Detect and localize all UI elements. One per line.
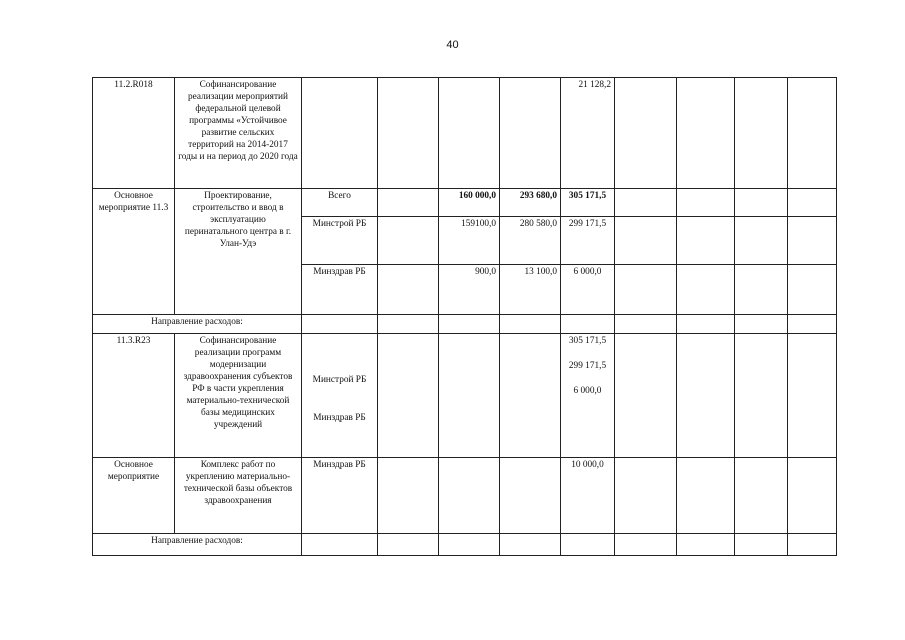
- table-row: [93, 78, 837, 189]
- row-name: Комплекс работ по укреплению материально-технической базы объектов здравоохранения: [175, 458, 302, 534]
- row-name: Софинансирование реализации мероприятий федеральной целевой программы «Устойчивое развитие сельских территорий на 2014-2017 годы и на период до 2020 года: [175, 78, 302, 189]
- value-line: 305 171,5: [568, 336, 607, 346]
- table-row: [93, 534, 837, 556]
- source-cell: Всего: [302, 189, 378, 217]
- value-cell: 10 000,0: [561, 458, 615, 534]
- value-cell: 280 580,0: [500, 217, 561, 265]
- budget-table: [92, 77, 837, 556]
- value-cell: 900,0: [439, 265, 500, 315]
- page-number: 40: [446, 39, 459, 51]
- table-row: [93, 334, 837, 458]
- source-line: Минстрой РБ: [312, 375, 367, 385]
- section-label: Направление расходов:: [93, 315, 302, 334]
- source-line: Минздрав РБ: [313, 413, 366, 423]
- value-line: 299 171,5: [568, 361, 607, 371]
- row-name: Проектирование, строительство и ввод в эксплуатацию перинатального центра в г. Улан-Удэ: [175, 189, 302, 315]
- value-cell: 6 000,0: [561, 265, 615, 315]
- source-cell: Минздрав РБ: [302, 265, 378, 315]
- source-cell: Минстрой РБ: [302, 217, 378, 265]
- value-cell: 160 000,0: [439, 189, 500, 217]
- value-line: 6 000,0: [573, 386, 602, 396]
- value-cell: 305 171,5: [561, 189, 615, 217]
- table-row: [93, 315, 837, 334]
- row-label: Основное мероприятие 11.3: [93, 189, 175, 315]
- value-cell: 293 680,0: [500, 189, 561, 217]
- row-label: Основное мероприятие: [93, 458, 175, 534]
- value-cell: 13 100,0: [500, 265, 561, 315]
- row-code: 11.3.R23: [93, 334, 175, 458]
- section-label: Направление расходов:: [93, 534, 302, 556]
- value-cell: 21 128,2: [561, 78, 615, 189]
- row-name: Софинансирование реализации программ модернизации здравоохранения субъектов РФ в части укрепления материально-технической базы медицинских учреждений: [175, 334, 302, 458]
- value-cell: 159100,0: [439, 217, 500, 265]
- table-row: [93, 458, 837, 534]
- table-row: [93, 189, 837, 217]
- source-cell: Минздрав РБ: [302, 458, 378, 534]
- row-code: 11.2.R018: [93, 78, 175, 189]
- value-cell: 299 171,5: [561, 217, 615, 265]
